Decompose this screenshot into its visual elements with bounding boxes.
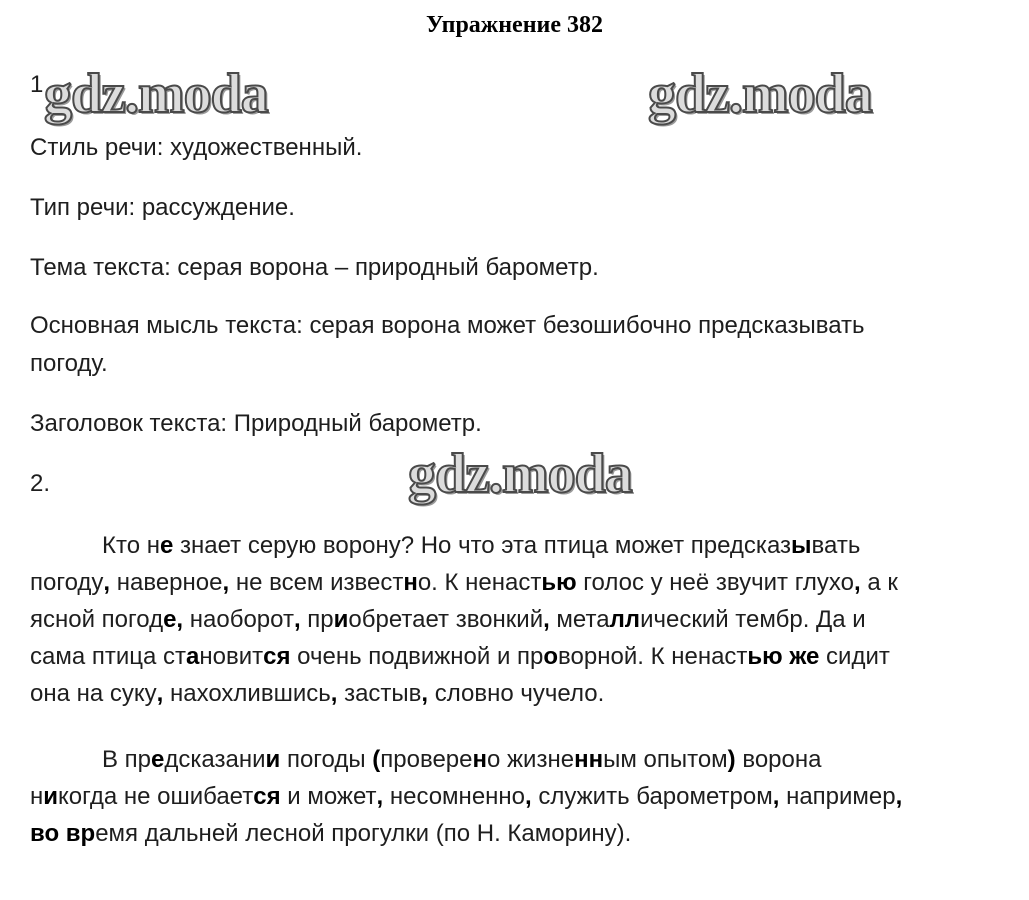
bold-segment: о: [543, 643, 559, 670]
text-segment: новит: [199, 643, 264, 670]
text-segment: о. К ненаст: [417, 569, 542, 596]
text-segment: ым опытом: [603, 746, 728, 773]
bold-segment: и: [265, 746, 281, 773]
text-segment: когда не ошибает: [58, 783, 254, 810]
text-segment: пр: [300, 606, 334, 633]
text-segment: наоборот: [183, 606, 294, 633]
text-segment: ворона: [735, 746, 822, 773]
paragraph-line: [30, 741, 1005, 778]
text-segment: погоды: [280, 746, 373, 773]
bold-segment: е: [159, 532, 174, 559]
bold-segment: и: [43, 783, 59, 810]
paragraph-line: [30, 638, 1005, 675]
text-heading-line: Заголовок текста: Природный барометр.: [30, 410, 482, 437]
text-segment: наверное: [110, 569, 223, 596]
paragraph-line: [30, 564, 1005, 601]
text-segment: и может: [280, 783, 377, 810]
bold-segment: ,: [156, 680, 164, 707]
text-segment: несомненно: [383, 783, 526, 810]
bold-segment: лл: [609, 606, 641, 633]
text-segment: ясной погод: [30, 606, 164, 633]
bold-segment: ся: [263, 643, 291, 670]
paragraph-line: [30, 815, 1005, 852]
text-segment: она на суку: [30, 680, 157, 707]
bold-segment: ы: [791, 532, 812, 559]
bold-segment: ,: [543, 606, 550, 633]
bold-segment: ся: [253, 783, 281, 810]
bold-segment: и: [333, 606, 349, 633]
bold-segment: ,: [222, 569, 230, 596]
bold-segment: н: [403, 569, 418, 596]
bold-segment: ,: [525, 783, 532, 810]
paragraph-1: [30, 527, 1005, 712]
text-segment: словно чучело.: [428, 680, 605, 707]
text-segment: сидит: [819, 643, 890, 670]
text-segment: ворной. К ненаст: [558, 643, 748, 670]
speech-type-line: Тип речи: рассуждение.: [30, 194, 295, 221]
watermark-logo: gdz.moda: [408, 443, 632, 505]
watermark-logo: gdz.moda: [44, 63, 268, 125]
bold-segment: н: [472, 746, 487, 773]
paragraph-line: [30, 601, 1005, 638]
bold-segment: (: [372, 746, 381, 773]
watermark-logo: gdz.moda: [648, 63, 872, 125]
text-segment: емя дальней лесной прогулки (по Н. Каморину).: [95, 820, 632, 847]
text-segment: Кто н: [102, 532, 160, 559]
main-idea-line: Основная мысль текста: серая ворона может безошибочно предсказывать: [30, 312, 865, 339]
paragraph-line: [30, 778, 1005, 815]
text-segment: ический тембр. Да и: [640, 606, 866, 633]
paragraph-2: [30, 741, 1005, 852]
text-segment: дсказани: [164, 746, 266, 773]
bold-segment: е,: [163, 606, 184, 633]
main-idea-line-cont: погоду.: [30, 350, 108, 377]
text-segment: сама птица ст: [30, 643, 187, 670]
bold-segment: ,: [293, 606, 301, 633]
bold-segment: е: [151, 746, 165, 773]
text-segment: о жизне: [486, 746, 575, 773]
bold-segment: нн: [574, 746, 604, 773]
bold-segment: ью: [541, 569, 577, 596]
text-segment: вать: [811, 532, 861, 559]
text-segment: а к: [860, 569, 898, 596]
text-segment: провере: [380, 746, 473, 773]
bold-segment: ): [727, 746, 736, 773]
text-segment: например: [779, 783, 896, 810]
paragraph-line: [30, 527, 1005, 564]
bold-segment: во вр: [30, 820, 96, 847]
bold-segment: ,: [421, 680, 429, 707]
text-segment: служить барометром: [531, 783, 773, 810]
bold-segment: ,: [103, 569, 111, 596]
exercise-title: Упражнение 382: [425, 12, 603, 38]
text-segment: мета: [549, 606, 610, 633]
text-segment: В пр: [102, 746, 152, 773]
bold-segment: ,: [895, 783, 903, 810]
text-segment: нахохлившись: [163, 680, 331, 707]
text-segment: очень подвижной и пр: [290, 643, 544, 670]
text-theme-line: Тема текста: серая ворона – природный барометр.: [30, 254, 599, 281]
text-segment: погоду: [30, 569, 104, 596]
bold-segment: ,: [376, 783, 384, 810]
bold-segment: ,: [854, 569, 861, 596]
section-number: 2.: [30, 470, 51, 497]
text-segment: н: [30, 783, 44, 810]
text-segment: обретает звонкий: [348, 606, 544, 633]
bold-segment: а: [186, 643, 200, 670]
section-number: 1: [30, 71, 44, 98]
text-segment: знает серую ворону? Но что эта птица может предсказ: [173, 532, 792, 559]
speech-style-line: Стиль речи: художественный.: [30, 134, 363, 161]
bold-segment: ,: [330, 680, 338, 707]
text-segment: не всем извест: [229, 569, 404, 596]
bold-segment: ,: [772, 783, 780, 810]
paragraph-line: [30, 675, 1005, 712]
bold-segment: ью же: [747, 643, 820, 670]
text-segment: застыв: [337, 680, 422, 707]
text-segment: голос у неё звучит глухо: [576, 569, 855, 596]
